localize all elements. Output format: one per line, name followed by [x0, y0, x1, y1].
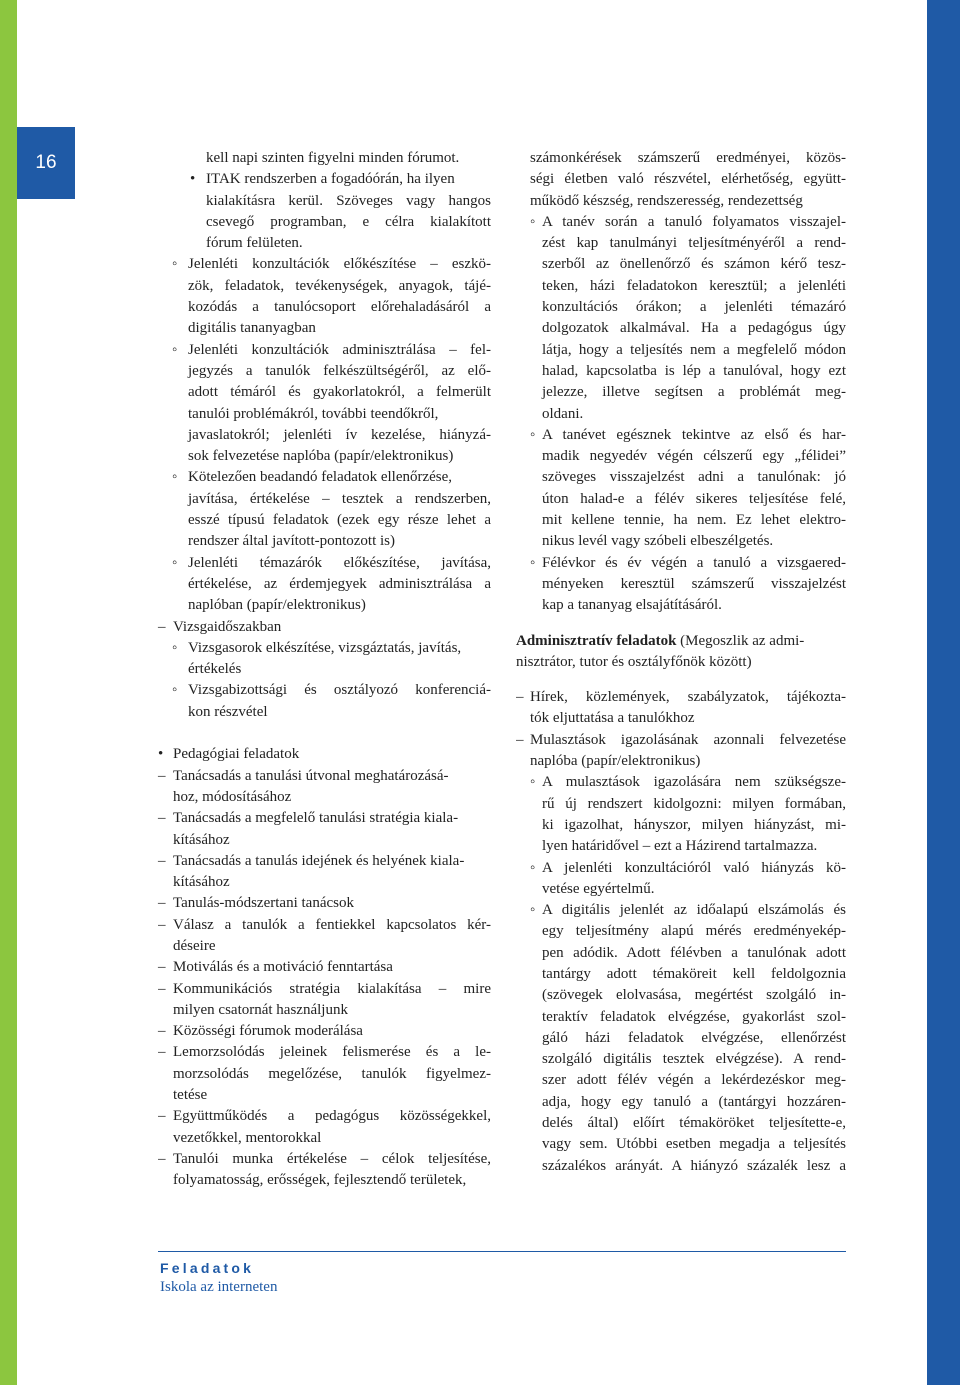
list-item	[158, 766, 491, 787]
text-line: A digitális jelenlét az időalapú elszámolás és	[542, 902, 846, 919]
text-line: értékelés	[188, 661, 242, 678]
dash-marker: –	[158, 1108, 166, 1125]
circle-marker: ◦	[530, 213, 536, 230]
left-column	[158, 148, 491, 1192]
text-line: Tanácsadás a tanulási útvonal meghatározásá-	[173, 767, 449, 784]
text-line: digitális tananyagban	[188, 320, 316, 337]
list-item	[158, 553, 491, 574]
list-item	[158, 851, 491, 872]
text-line: Pedagógiai feladatok	[173, 746, 300, 763]
list-item	[158, 808, 491, 829]
text-line: fórum felületen.	[206, 235, 303, 252]
circle-marker: ◦	[172, 469, 178, 486]
circle-marker: ◦	[172, 639, 178, 656]
right-column	[516, 148, 846, 1177]
text-line: Tanácsadás a tanulás idejének és helyének kiala-	[173, 852, 465, 869]
text-line: teraktív feladatok elvégzése, gyakorlást szol-	[542, 1008, 846, 1025]
list-item	[158, 617, 491, 638]
text-line: Lemorzsolódás jeleinek felismerése és a le-	[173, 1044, 491, 1061]
text-line: Hírek, közlemények, szabályzatok, tájékozta-	[530, 689, 846, 706]
text-line: Közösségi fórumok moderálása	[173, 1023, 363, 1040]
dash-marker: –	[516, 731, 524, 748]
text-line: jelezze, illetve segítsen a problémát meg-	[542, 384, 846, 401]
list-item	[516, 553, 846, 574]
text-line: vezetőkkel, mentorokkal	[173, 1129, 322, 1146]
text-line: kításához	[173, 874, 230, 891]
text-line: A tanév során a tanuló folyamatos visszajel-	[542, 213, 846, 230]
list-item	[516, 212, 846, 233]
text-line: vetése egyértelmű.	[542, 880, 655, 897]
dash-marker: –	[158, 618, 166, 635]
text-line: tantárgy adott témaköreit kell feldolgoznia	[542, 965, 846, 982]
dash-marker: –	[158, 895, 166, 912]
text-line: esszé típusú feladatok (ezek egy része lehet a	[188, 512, 491, 529]
list-item	[158, 1021, 491, 1042]
circle-marker: ◦	[530, 554, 536, 571]
list-item	[158, 169, 491, 190]
text-line: értékelése, az érdemjegyek adminisztrálása a	[188, 575, 491, 592]
text-line: jegyzés a tanulók felkészültségéről, az elő-	[188, 362, 491, 379]
text-line: Vizsgasorok elkészítése, vizsgáztatás, javítás,	[188, 639, 462, 656]
text-line: Tanácsadás a megfelelő tanulási stratégia kiala-	[173, 810, 459, 827]
footer-subtitle: Iskola az interneten	[160, 1279, 278, 1295]
text-line: kialakításra kerül. Szöveges vagy hangos	[206, 192, 491, 209]
footer-rule	[158, 1251, 846, 1252]
text-line: folyamatosság, erősségek, fejlesztendő területek,	[173, 1172, 467, 1189]
text-line: pen adódik. Adott félévben a tanulónak adott	[542, 944, 846, 961]
text-line: A jelenléti konzultációról való hiányzás kö-	[542, 859, 846, 876]
list-item	[516, 425, 846, 446]
list-item	[158, 893, 491, 914]
text-line: kell napi szinten figyelni minden fórumot.	[206, 150, 460, 166]
text-line: halad, kapcsolatba is lép a tanulóval, hogy ezt	[542, 362, 846, 379]
text-line: Tanulói munka értékelése – célok teljesítése,	[173, 1150, 491, 1167]
text-line: nisztrátor, tutor és osztályfőnök között)	[516, 653, 752, 670]
dash-marker: –	[158, 767, 166, 784]
circle-marker: ◦	[530, 774, 536, 791]
text-line: (szövegek elolvasása, megértést szolgáló in-	[542, 987, 846, 1004]
text-line: számonkérések számszerű eredményei, közös-	[530, 150, 846, 166]
text-line: Tanulás-módszertani tanácsok	[173, 895, 354, 912]
dash-marker: –	[516, 689, 524, 706]
text-line: rendszer által javított-pontozott is)	[188, 533, 396, 550]
dash-marker: –	[158, 852, 166, 869]
section-heading	[516, 631, 846, 652]
text-line: Kommunikációs stratégia kialakítása – mire	[173, 980, 491, 997]
circle-marker: ◦	[530, 859, 536, 876]
bullet-marker: •	[158, 746, 164, 763]
text-line: tetése	[173, 1087, 208, 1104]
text-line: teken, házi feladatokon keresztül; a jelenléti	[542, 277, 846, 294]
text-line: madik negyedév végén célszerű egy „félidei”	[542, 448, 846, 465]
list-item	[158, 680, 491, 701]
text-line: Jelenléti témazárók előkészítése, javítása,	[188, 554, 491, 571]
circle-marker: ◦	[172, 256, 178, 273]
page-number: 16	[17, 127, 75, 199]
text-line: szöveges visszajelzést adni a tanulónak: jó	[542, 469, 846, 486]
text-line: kításához	[173, 831, 230, 848]
text-line: morzsolódás megelőzése, tanulók figyelmez-	[173, 1065, 491, 1082]
text-line: adott témáról és gyakorlatokról, a felmerült	[188, 384, 491, 401]
text-line: szolgáló digitális tesztek elvégzése). A rend-	[542, 1051, 846, 1068]
circle-marker: ◦	[530, 426, 536, 443]
circle-marker: ◦	[172, 554, 178, 571]
text-line: sok felvezetése naplóba (papír/elektronikus)	[188, 448, 454, 465]
list-item	[516, 900, 846, 921]
list-item	[158, 1149, 491, 1170]
text-line: ségi életben való részvétel, elérhetőség, együtt-	[530, 171, 846, 188]
text-line: ki igazolhat, hányszor, milyen hiányzást, mi-	[542, 816, 846, 833]
list-item	[158, 638, 491, 659]
dash-marker: –	[158, 980, 166, 997]
text-line: milyen csatornát használjunk	[173, 1001, 348, 1018]
list-item	[158, 744, 491, 765]
green-margin-bar	[0, 0, 17, 1385]
text-line: tók eljuttatása a tanulókhoz	[530, 710, 695, 727]
text-line: működő készség, rendszeresség, rendezettség	[530, 192, 803, 209]
dash-marker: –	[158, 1150, 166, 1167]
list-item	[516, 730, 846, 751]
dash-marker: –	[158, 1044, 166, 1061]
text-line: látja, hogy a teljesítés nem a megfelelő módon	[542, 341, 846, 358]
text-line: szer adott félév végén a lekérdezéskor meg-	[542, 1072, 846, 1089]
text-line: déseire	[173, 937, 216, 954]
text-line: Együttműködés a pedagógus közösségekkel,	[173, 1108, 491, 1125]
text-line: kon részvétel	[188, 703, 268, 720]
text-line: ITAK rendszerben a fogadóórán, ha ilyen	[206, 171, 455, 188]
list-item	[158, 915, 491, 936]
text-line: Félévkor és év végén a tanuló a vizsgaered-	[542, 554, 846, 571]
text-line: adja, hogy egy tanuló a (tantárgyi hozzáren-	[542, 1093, 846, 1110]
text-line: delés által) előírt témaköröket teljesítette-e,	[542, 1115, 846, 1132]
list-item	[158, 957, 491, 978]
text-line: vagy sem. Utóbbi esetben megadja a teljesítés	[542, 1136, 846, 1153]
list-item	[158, 467, 491, 488]
text-line: egy teljesítmény alapú mérés eredményekép-	[542, 923, 846, 940]
circle-marker: ◦	[172, 341, 178, 358]
list-item	[158, 340, 491, 361]
text-line: dolgozatok alkalmával. Ha a pedagógus úgy	[542, 320, 846, 337]
bullet-marker: •	[190, 171, 196, 188]
text-line: rű új rendszert kidolgozni: milyen formában,	[542, 795, 846, 812]
section-title: Adminisztratív feladatok	[516, 632, 677, 649]
text-line: Kötelezően beadandó feladatok ellenőrzése,	[188, 469, 453, 486]
text-line: kap a tananyag elsajátításáról.	[542, 597, 722, 614]
text-line: lyen határidővel – ezt a Házirend tartalmazza.	[542, 838, 818, 855]
text-line: naplóban (papír/elektronikus)	[188, 597, 366, 614]
text-line: konzultációs órákon; a jelenléti témazáró	[542, 299, 846, 316]
list-item	[516, 858, 846, 879]
text-line: mit kellene tennie, ha nem. Ez lehet elektro-	[542, 512, 846, 529]
text-line: javítása, értékelése – tesztek a rendszerben,	[188, 490, 491, 507]
dash-marker: –	[158, 916, 166, 933]
circle-marker: ◦	[530, 902, 536, 919]
text-line: naplóba (papír/elektronikus)	[530, 753, 701, 770]
text-line: kozódás a tanulócsoport előrehaladásáról a	[188, 299, 491, 316]
text-line: Motiválás és a motiváció fenntartása	[173, 959, 393, 976]
section-note: (Megoszlik az admi-	[676, 632, 805, 649]
text-line: úton halad-e a félév sikeres teljesítése felé,	[542, 490, 846, 507]
blue-margin-bar	[927, 0, 960, 1385]
text-line: javaslatokról; jelenléti ív kezelése, hiányzá-	[188, 426, 491, 443]
list-item	[158, 1106, 491, 1127]
text-line: százalékos arányát. A hiányzó százalék lesz a	[542, 1157, 846, 1174]
list-item	[516, 687, 846, 708]
text-line: A tanévet egésznek tekintve az első és har-	[542, 426, 846, 443]
text-line: zök, feladatok, tevékenységek, anyagok, tájé-	[188, 277, 491, 294]
text-line: tanulói problémákról, további teendőkről,	[188, 405, 439, 422]
text-line: Vizsgabizottsági és osztályozó konferenciá-	[188, 682, 491, 699]
list-item	[158, 1042, 491, 1063]
text-line: csevegő programban, e célra kialakított	[206, 213, 491, 230]
list-item	[516, 772, 846, 793]
text-line: zést kap tanulmányi teljesítményéről a rend-	[542, 235, 846, 252]
text-line: gáló házi feladatok elvégzése, ellenőrzést	[542, 1029, 846, 1046]
list-item	[158, 979, 491, 1000]
text-line: szerből az önellenőrző és számon kérő tesz-	[542, 256, 846, 273]
text-line: Mulasztások igazolásának azonnali felvezetése	[530, 731, 846, 748]
dash-marker: –	[158, 1023, 166, 1040]
footer-section-title: Feladatok	[160, 1260, 255, 1276]
circle-marker: ◦	[172, 682, 178, 699]
text-line: Jelenléti konzultációk előkészítése – eszkö-	[188, 256, 491, 273]
list-item	[158, 254, 491, 275]
text-line: Vizsgaidőszakban	[173, 618, 282, 635]
text-line: Válasz a tanulók a fentiekkel kapcsolatos kér-	[173, 916, 491, 933]
dash-marker: –	[158, 810, 166, 827]
text-line: hoz, módosításához	[173, 788, 292, 805]
dash-marker: –	[158, 959, 166, 976]
text-line: Jelenléti konzultációk adminisztrálása – fel-	[188, 341, 491, 358]
text-line: oldani.	[542, 405, 584, 422]
text-line: nikus levél vagy szóbeli elbeszélgetés.	[542, 533, 774, 550]
text-line: A mulasztások igazolására nem szükségsze-	[542, 774, 846, 791]
text-line: ményeken keresztül számszerű visszajelzést	[542, 575, 846, 592]
